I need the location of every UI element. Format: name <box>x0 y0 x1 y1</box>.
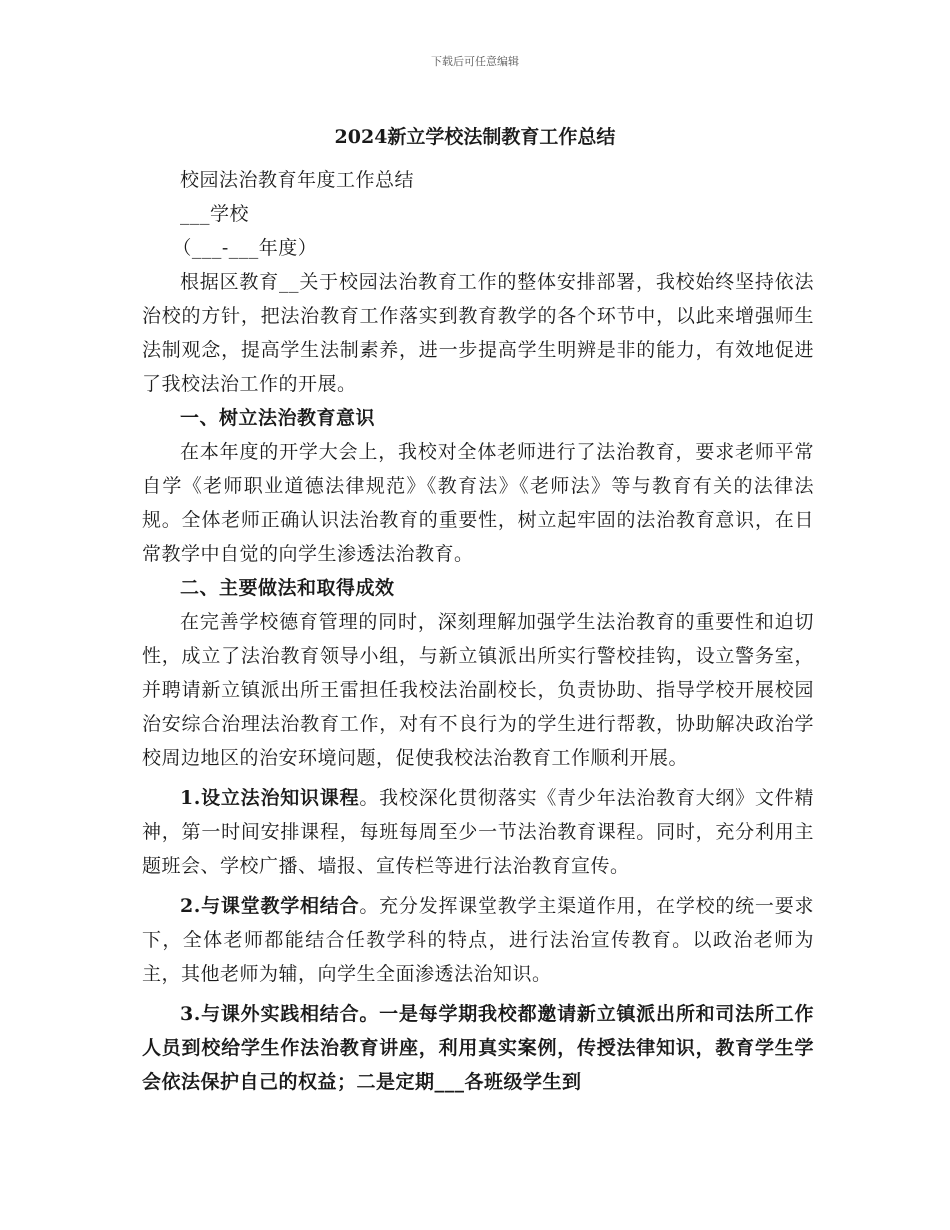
item-1-paragraph <box>142 781 814 883</box>
document-body <box>142 163 814 1099</box>
intro-paragraph: 根据区教育__关于校园法治教育工作的整体安排部署，我校始终坚持依法治校的方针，把法治教育工作落实到教育教学的各个环节中，以此来增强师生法制观念，提高学生法制素养，进一步提高学生明辨是非的能力，有效地促进了我校法治工作的开展。 <box>142 271 814 395</box>
item-1-text: 。我校深化贯彻落实《青少年法治教育大纲》文件精神，第一时间安排课程，每班每周至少一节法治教育课程。同时，充分利用主题班会、学校广播、墙报、宣传栏等进行法治教育宣传。 <box>142 787 814 877</box>
page-header: 下载后可任意编辑 <box>431 55 519 68</box>
school-line: ___学校 <box>180 203 250 225</box>
section2-heading: 二、主要做法和取得成效 <box>180 577 395 599</box>
item-2-lead: 2.与课堂教学相结合 <box>180 895 360 917</box>
item-2-paragraph <box>142 889 814 991</box>
section1-paragraph: 在本年度的开学大会上，我校对全体老师进行了法治教育，要求老师平常自学《老师职业道德法律规范》《教育法》《老师法》等与教育有关的法律法规。全体老师正确认识法治教育的重要性，树立起牢固的法治教育意识，在日常教学中自觉的向学生渗透法治教育。 <box>142 441 814 565</box>
item-3-paragraph <box>142 997 814 1099</box>
section2-paragraph: 在完善学校德育管理的同时，深刻理解加强学生法治教育的重要性和迫切性，成立了法治教育领导小组，与新立镇派出所实行警校挂钩，设立警务室，并聘请新立镇派出所王雷担任我校法治副校长，负责协助、指导学校开展校园治安综合治理法治教育工作，对有不良行为的学生进行帮教，协助解决政治学校周边地区的治安环境问题，促使我校法治教育工作顺利开展。 <box>142 611 814 769</box>
subtitle-line: 校园法治教育年度工作总结 <box>180 169 415 191</box>
item-2-text: 。充分发挥课堂教学主渠道作用，在学校的统一要求下，全体老师都能结合任教学科的特点，进行法治宣传教育。以政治老师为主，其他老师为辅，向学生全面渗透法治知识。 <box>142 895 814 985</box>
year-line: （___-___年度） <box>172 237 318 259</box>
item-3-lead: 3.与课外实践相结合。一是每学期我校都邀请新立镇派出所和司法所工作人员到校给学生作法治教育讲座，利用真实案例，传授法律知识，教育学生学会依法保护自己的权益；二是定期___各班级学生到 <box>142 1003 814 1093</box>
item-1-lead: 1.设立法治知识课程 <box>180 787 360 809</box>
document-title: 2024新立学校法制教育工作总结 <box>334 126 616 148</box>
section1-heading: 一、树立法治教育意识 <box>180 407 376 429</box>
